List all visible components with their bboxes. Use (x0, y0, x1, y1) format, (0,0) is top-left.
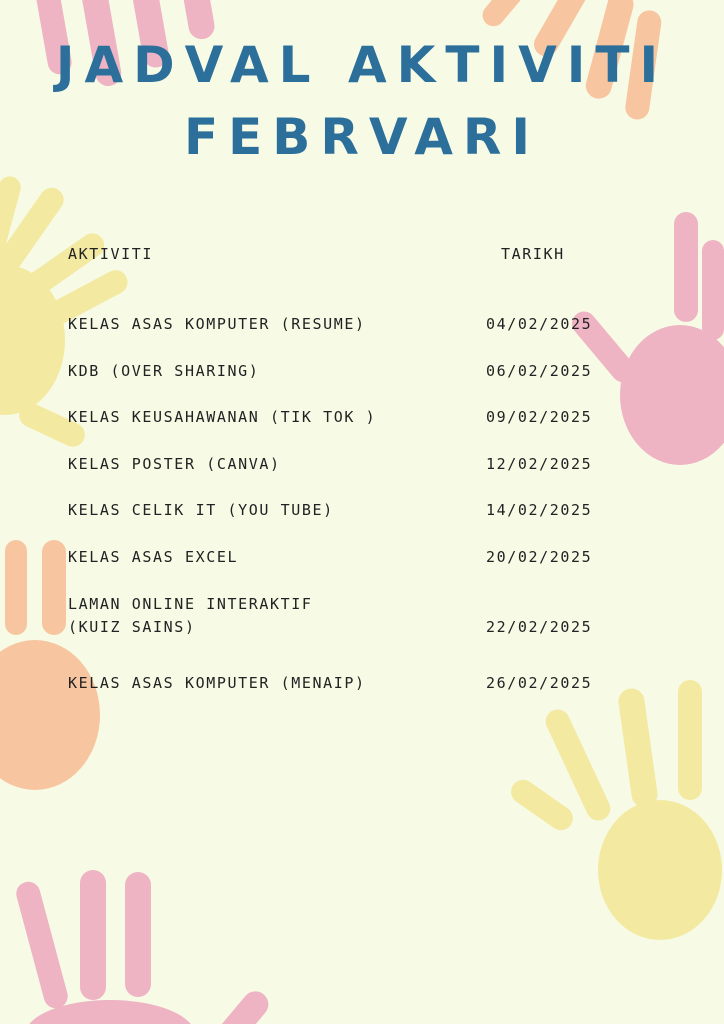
activity-date: 12/02/2025 (486, 455, 593, 473)
activity-date: 22/02/2025 (486, 618, 593, 636)
activity-name: KELAS POSTER (CANVA) (68, 455, 281, 473)
page-title-line-2: FEBRVARI (183, 108, 541, 166)
activity-name: KELAS ASAS KOMPUTER (MENAIP) (68, 674, 366, 692)
activity-date: 26/02/2025 (486, 674, 593, 692)
activity-date: 06/02/2025 (486, 362, 593, 380)
peach-handprint-left-icon (0, 540, 100, 790)
activity-name-line-2: (KUIZ SAINS) (68, 618, 196, 636)
activity-name: LAMAN ONLINE INTERAKTIF (68, 595, 313, 613)
activity-name: KELAS KEUSAHAWANAN (TIK TOK ) (68, 408, 377, 426)
activity-name: KDB (OVER SHARING) (68, 362, 260, 380)
page-title-line-1: JADVAL AKTIVITI (55, 36, 669, 94)
date-column-header: TARIKH (501, 245, 565, 263)
activity-date: 20/02/2025 (486, 548, 593, 566)
yellow-handprint-bottom-right-icon (506, 680, 722, 940)
activity-name: KELAS ASAS KOMPUTER (RESUME) (68, 315, 366, 333)
activity-date: 09/02/2025 (486, 408, 593, 426)
activity-date: 14/02/2025 (486, 501, 593, 519)
activity-name: KELAS CELIK IT (YOU TUBE) (68, 501, 334, 519)
activity-column-header: AKTIVITI (68, 245, 154, 263)
activity-name: KELAS ASAS EXCEL (68, 548, 239, 566)
pink-handprint-right-icon (567, 212, 724, 465)
pink-handprint-bottom-left-icon (14, 870, 274, 1024)
activity-date: 04/02/2025 (486, 315, 593, 333)
